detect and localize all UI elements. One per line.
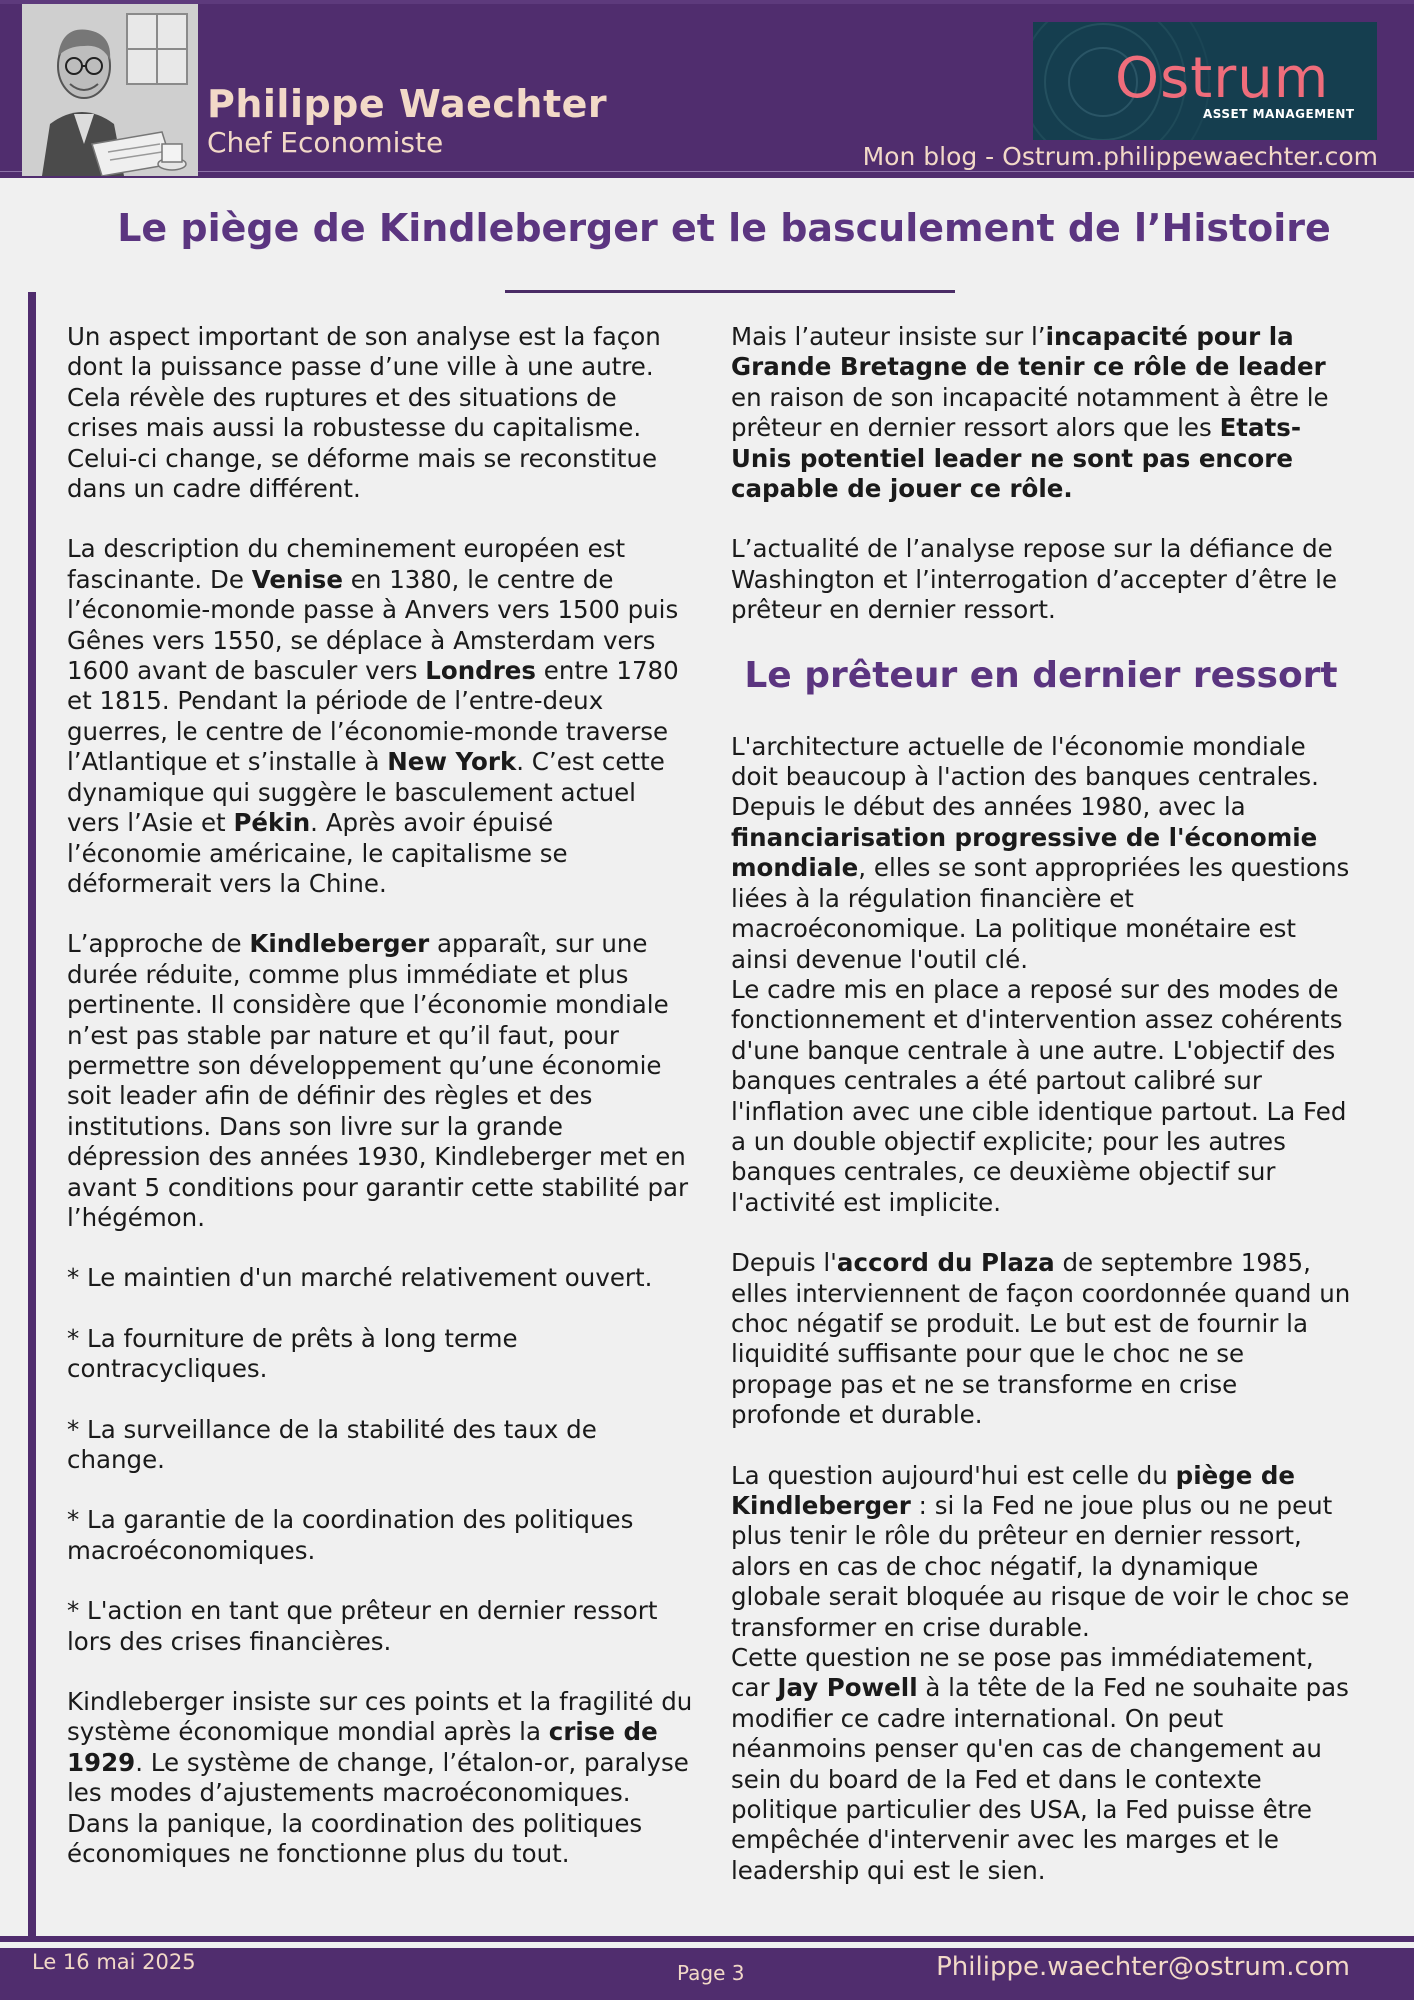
header-divider <box>0 171 1414 172</box>
right-column <box>731 322 1351 1886</box>
paragraph-text: L'architecture actuelle de l'économie mondiale doit beaucoup à l'action des banques centrales. Depuis le début des années 1980, avec la <box>731 731 1319 822</box>
paragraph-text: : si la Fed ne joue plus ou ne peut plus tenir le rôle du prêteur en dernier ressort, alors en cas de choc négatif, la dynamique globale serait bloquée au risque de voir le choc se transformer en crise durable. <box>731 1491 1350 1642</box>
emphasis-pekin: Pékin <box>233 808 311 838</box>
paragraph-right-3 <box>731 732 1351 975</box>
paragraph-text: Depuis l' <box>731 1248 837 1278</box>
paragraph-text: à la tête de la Fed ne souhaite pas modifier ce cadre international. On peut néanmoins penser qu'en cas de changement au sein du board de la Fed et dans le contexte politique particulier des USA, la Fed puisse être empêchée d'intervenir avec les marges et le leadership qui est le sien. <box>731 1673 1349 1885</box>
emphasis-etats-unis: Etats-Unis potentiel leader ne sont pas encore capable de jouer ce rôle. <box>731 413 1302 504</box>
emphasis-incapacite: incapacité pour la Grande Bretagne de tenir ce rôle de leader <box>731 322 1326 382</box>
paragraph-text: apparaît, sur une durée réduite, comme plus immédiate et plus pertinente. Il considère que l’économie mondiale n’est pas stable par nature et qu’il faut, pour permettre son développement qu’une économie soit leader afin de définir des règles et des institutions. Dans son livre sur la grande dépression des années 1930, Kindleberger met en avant 5 conditions pour garantir cette stabilité par l’hégémon. <box>67 929 689 1232</box>
paragraph-text: en raison de son incapacité notamment à être le prêteur en dernier ressort alors que les <box>731 382 1329 443</box>
paragraph-left-1: Un aspect important de son analyse est la façon dont la puissance passe d’une ville à une autre. Cela révèle des ruptures et des situations de crises mais aussi la robustesse du capitalisme. Celui-ci change, se déforme mais se reconstitue dans un cadre différent. <box>67 322 661 504</box>
paragraph-text: en 1380, le centre de l’économie-monde passe à Anvers vers 1500 puis Gênes vers 1550, se déplace à Amsterdam vers 1600 avant de basculer vers <box>67 564 679 686</box>
emphasis-kindleberger: Kindleberger <box>249 929 430 959</box>
footer-date: Le 16 mai 2025 <box>32 1950 196 1974</box>
left-accent-bar <box>28 292 36 1937</box>
footer-email[interactable]: Philippe.waechter@ostrum.com <box>936 1952 1350 1982</box>
paragraph-right-7 <box>731 1643 1351 1886</box>
paragraph-text: . Après avoir épuisé l’économie américaine, le capitalisme se déformerait vers la Chine. <box>67 808 568 898</box>
left-column <box>67 322 695 1899</box>
blog-link[interactable]: Mon blog - Ostrum.philippewaechter.com <box>862 142 1378 171</box>
paragraph-right-1 <box>731 322 1351 504</box>
paragraph-text: . Le système de change, l’étalon-or, paralyse les modes d’ajustements macroéconomiques. Dans la panique, la coordination des politiques économiques ne fonctionne plus du tout. <box>67 1747 689 1869</box>
author-portrait-illustration <box>22 4 198 176</box>
paragraph-text: La question aujourd'hui est celle du <box>731 1460 1176 1490</box>
paragraph-text: , elles se sont appropriées les questions liées à la régulation financière et macroéconomique. La politique monétaire est ainsi devenue l'outil clé. <box>731 853 1350 974</box>
list-item: * La surveillance de la stabilité des taux de change. <box>67 1414 597 1474</box>
list-item: * La garantie de la coordination des politiques macroéconomiques. <box>67 1505 634 1565</box>
paragraph-right-2: L’actualité de l’analyse repose sur la défiance de Washington et l’interrogation d’accepter d’être le prêteur en dernier ressort. <box>731 534 1338 625</box>
paragraph-right-5 <box>731 1248 1351 1430</box>
paragraph-left-2 <box>67 534 695 899</box>
paragraph-left-4 <box>67 1687 695 1869</box>
paragraph-text: Kindleberger insiste sur ces points et la fragilité du système économique mondial après la <box>67 1687 693 1747</box>
paragraph-right-6 <box>731 1461 1351 1643</box>
paragraph-text: entre 1780 et 1815. Pendant la période de l’entre-deux guerres, le centre de l’économie-monde traverse l’Atlantique et s’installe à <box>67 656 679 777</box>
title-underline <box>505 290 955 293</box>
paragraph-text: Cette question ne se pose pas immédiatement, car <box>731 1643 1314 1703</box>
paragraph-text: Mais l’auteur insiste sur l’ <box>731 322 1046 351</box>
author-name: Philippe Waechter <box>207 82 608 126</box>
author-role: Chef Economiste <box>207 126 444 159</box>
footer-divider <box>0 1936 1414 1942</box>
ostrum-logo <box>1033 22 1377 140</box>
emphasis-venise: Venise <box>251 564 344 594</box>
paragraph-text: . C’est cette dynamique qui suggère le basculement actuel vers l’Asie et <box>67 747 665 838</box>
emphasis-piege: piège de Kindleberger <box>731 1460 1296 1520</box>
logo-wordmark: Ostrum <box>1115 46 1330 111</box>
page-title: Le piège de Kindleberger et le basculement de l’Histoire <box>117 206 1331 250</box>
paragraph-text: L’approche de <box>67 929 250 959</box>
list-item: * La fourniture de prêts à long terme contracycliques. <box>67 1323 518 1384</box>
paragraph-left-3 <box>67 929 695 1233</box>
list-item: * Le maintien d'un marché relativement ouvert. <box>67 1263 653 1293</box>
paragraph-right-4: Le cadre mis en place a reposé sur des modes de fonctionnement et d'intervention assez cohérents d'une banque centrale à une autre. L'objectif des banques centrales a été partout calibré sur l'inflation avec une cible identique partout. La Fed a un double objectif explicite; pour les autres banques centrales, ce deuxième objectif sur l'activité est implicite. <box>731 974 1347 1217</box>
logo-subtitle: ASSET MANAGEMENT <box>1203 107 1355 121</box>
section-subtitle: Le prêteur en dernier ressort <box>744 654 1338 696</box>
conditions-list <box>67 1263 695 1657</box>
paragraph-text: de septembre 1985, elles interviennent de façon coordonnée quand un choc négatif se produit. Le but est de fournir la liquidité suffisante pour que le choc ne se propage pas et ne se transforme en crise profonde et durable. <box>731 1248 1351 1430</box>
author-portrait <box>22 4 198 176</box>
paragraph-text: La description du cheminement européen est fascinante. De <box>67 534 626 594</box>
emphasis-plaza: accord du Plaza <box>836 1248 1055 1278</box>
list-item: * L'action en tant que prêteur en dernier ressort lors des crises financières. <box>67 1596 658 1656</box>
emphasis-financiarisation: financiarisation progressive de l'économie mondiale <box>731 822 1318 883</box>
emphasis-crise-1929: crise de 1929 <box>67 1717 658 1777</box>
emphasis-londres: Londres <box>425 656 536 686</box>
page-number: Page 3 <box>677 1961 745 1985</box>
emphasis-jay-powell: Jay Powell <box>777 1673 918 1703</box>
emphasis-new-york: New York <box>387 747 517 777</box>
